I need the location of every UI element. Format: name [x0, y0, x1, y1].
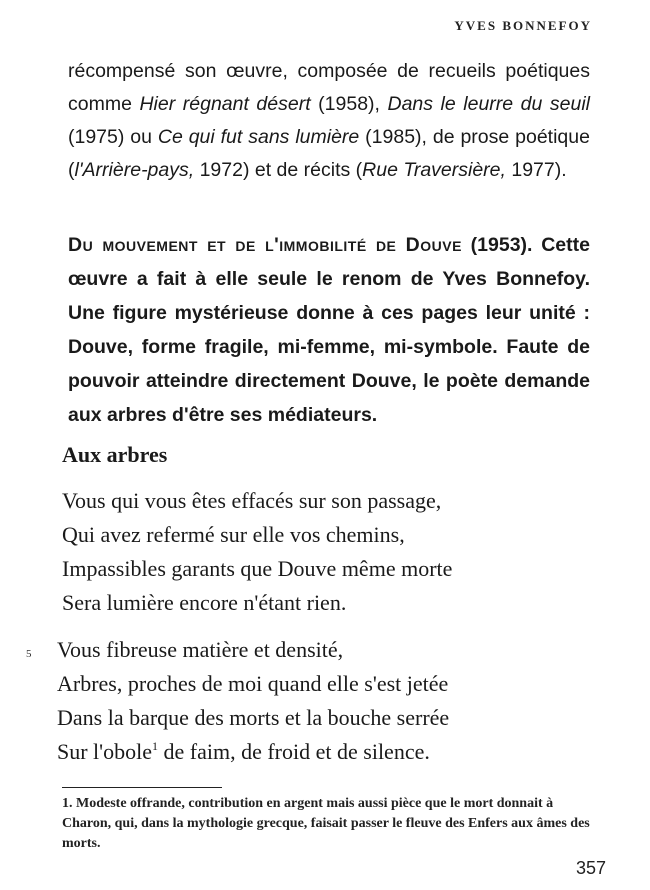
last-line-start: Sur l'obole — [57, 739, 153, 764]
work-title: Rue Traversière, — [362, 159, 506, 181]
poem-line: Qui avez refermé sur elle vos chemins, — [62, 522, 405, 547]
intro-text-6: 1977). — [505, 159, 567, 181]
poem-title: Aux arbres — [62, 442, 168, 467]
intro-text-1: récompensé son œuvre, composée de recueils poétiques comme — [68, 60, 590, 115]
footnote: 1. Modeste offrande, contribution en argent mais aussi pièce que le mort donnait à Charon, qui, dans la mythologie grecque, faisait passer le fleuve des Enfers aux âmes des morts. — [62, 796, 590, 851]
presentation-text: Cette œuvre a fait à elle seule le renom de Yves Bonnefoy. Une figure mystérieuse donne à ces pages leur unité : Douve, forme fragile, mi-femme, mi-symbole. Faute de pouvoir atteindre directement Douve, le poète demande aux arbres d'être ses médiateurs. — [68, 234, 590, 426]
poem-line: Sera lumière encore n'étant rien. — [62, 590, 347, 615]
intro-paragraph — [68, 55, 590, 187]
intro-text-4: (1985), de prose poétique ( — [68, 126, 590, 181]
poem-line: Vous fibreuse matière et densité, — [57, 637, 344, 662]
page-number: 357 — [575, 858, 606, 878]
poem-line: Dans la barque des morts et la bouche serrée — [57, 705, 450, 730]
footnote-ref[interactable]: 1 — [152, 739, 159, 753]
work-title: Dans le leurre du seuil — [387, 93, 590, 115]
stanza-1 — [62, 484, 452, 620]
poem-line: Arbres, proches de moi quand elle s'est jetée — [57, 671, 449, 696]
poem-line: Impassibles garants que Douve même morte — [62, 556, 453, 581]
section-heading: Du mouvement et de l'immobilité de Douve — [68, 234, 462, 256]
footnote-divider — [62, 787, 222, 788]
line-number: 5 — [26, 648, 32, 660]
section-year: (1953). — [461, 234, 533, 256]
intro-text-5: 1972) et de récits ( — [194, 159, 363, 181]
running-head: YVES BONNEFOY — [454, 18, 592, 33]
work-title: Ce qui fut sans lumière — [157, 126, 360, 148]
poem-line-last — [57, 735, 449, 769]
intro-text-3: (1975) ou — [68, 126, 158, 148]
work-title: l'Arrière-pays, — [74, 159, 195, 181]
work-title: Hier régnant désert — [139, 93, 311, 115]
presentation-paragraph — [68, 228, 590, 432]
last-line-end: de faim, de froid et de silence. — [158, 739, 430, 764]
intro-text-2: (1958), — [310, 93, 388, 115]
poem-line: Vous qui vous êtes effacés sur son passage, — [62, 488, 442, 513]
stanza-2 — [57, 633, 449, 769]
